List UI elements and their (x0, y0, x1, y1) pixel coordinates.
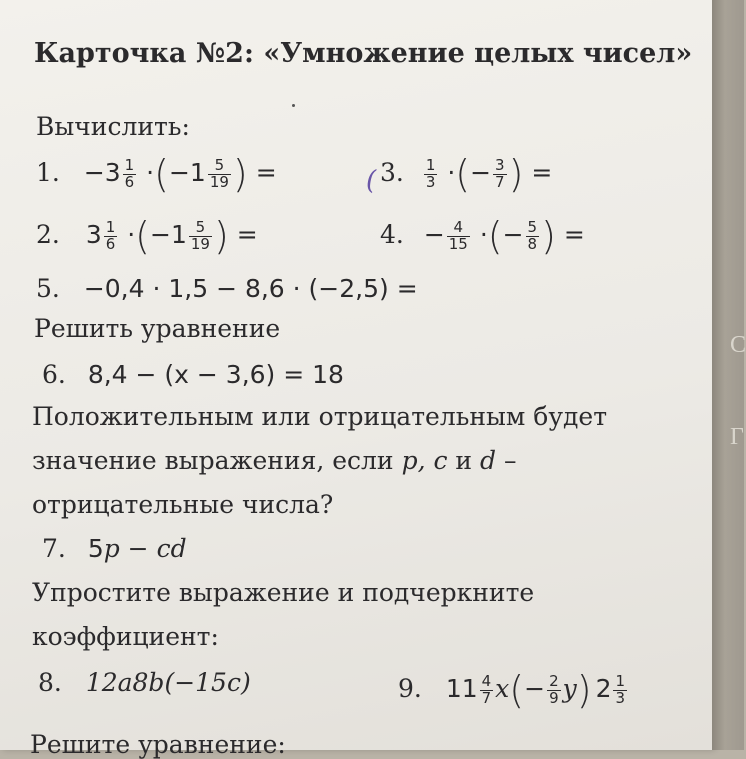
exercise-6 (42, 360, 344, 389)
question-line: отрицательные числа? (32, 490, 334, 519)
section-compute: Вычислить: (36, 112, 190, 141)
exercise-number: 9. (398, 674, 422, 703)
edge-letter: Г (730, 424, 744, 450)
exercise-number: 8. (38, 668, 62, 697)
minus-sign: − (502, 220, 524, 249)
fraction: $\frac{1}{3}$ (425, 155, 436, 191)
question-line: значение выражения, если p, c и d – (32, 446, 517, 475)
card-title: Карточка №2: «Умножение целых чисел» (34, 38, 693, 69)
minus-sign: − (423, 220, 445, 249)
section-simplify: Упростите выражение и подчеркните (32, 578, 535, 607)
exercise-2: 2. 3 $\frac{1}{6}$ ·(−1 $\frac{5}{19}$ ) = (36, 214, 258, 258)
fraction: $\frac{5}{19}$ (190, 217, 210, 253)
question-line: Положительным или отрицательным будет (32, 402, 608, 431)
exercise-4: 4. − $\frac{4}{15}$ ·(− $\frac{5}{8}$ ) = (380, 214, 585, 258)
paper-speck (292, 104, 295, 107)
expression: −0,4 · 1,5 − 8,6 · (−2,5) = (83, 274, 418, 303)
fraction: $\frac{4}{7}$ (481, 671, 492, 707)
equation: 8,4 − (x − 3,6) = 18 (87, 360, 344, 389)
variable-d: d (480, 446, 497, 475)
exercise-number: 5. (36, 274, 60, 303)
mixed-whole: −1 (150, 220, 187, 249)
pen-mark: ( (366, 166, 377, 196)
exercise-1: 1. −3 $\frac{1}{6}$ ·(−1 $\frac{5}{19}$ ) = (36, 152, 277, 196)
section-simplify: коэффициент: (32, 622, 219, 651)
exercise-8 (38, 668, 251, 697)
fraction: $\frac{3}{7}$ (495, 155, 505, 191)
fraction: $\frac{5}{19}$ (209, 155, 229, 191)
next-section-cutoff: Решите уравнение: (30, 730, 286, 759)
mixed-whole: 3 (85, 220, 102, 249)
exercise-number: 7. (42, 534, 66, 563)
expression: p − cd (103, 534, 187, 563)
exercise-5 (36, 274, 418, 303)
equals-sign: = (563, 220, 585, 249)
mixed-whole: −1 (168, 158, 206, 187)
exercise-number: 2. (36, 220, 60, 249)
fraction: $\frac{5}{8}$ (527, 217, 538, 253)
equals-sign: = (255, 158, 277, 187)
exercise-number: 1. (36, 158, 60, 187)
fraction: $\frac{4}{15}$ (448, 217, 468, 253)
equals-sign: = (531, 158, 553, 187)
variables: p, c (401, 446, 448, 475)
section-solve: Решить уравнение (34, 314, 281, 343)
fraction: $\frac{1}{6}$ (105, 217, 116, 253)
mixed-whole: −3 (83, 158, 121, 187)
minus-sign: − (470, 158, 492, 187)
exercise-3: 3. $\frac{1}{3}$ ·(− $\frac{3}{7}$ ) = (380, 152, 553, 196)
exercise-9: 9. 11 $\frac{4}{7}$ x(− $\frac{2}{9}$ y) 2 $\frac{1}{3}$ (398, 668, 626, 712)
fraction: $\frac{1}{6}$ (124, 155, 135, 191)
fraction: $\frac{1}{3}$ (615, 671, 626, 707)
edge-letter: C (730, 332, 746, 358)
exercise-number: 3. (380, 158, 404, 187)
expression: 12a8b(−15c) (85, 668, 251, 697)
exercise-number: 6. (42, 360, 66, 389)
background-edge (712, 0, 744, 750)
exercise-number: 4. (380, 220, 404, 249)
fraction: $\frac{2}{9}$ (549, 671, 559, 707)
equals-sign: = (236, 220, 258, 249)
exercise-7: 7. 5p − cd (42, 534, 187, 563)
